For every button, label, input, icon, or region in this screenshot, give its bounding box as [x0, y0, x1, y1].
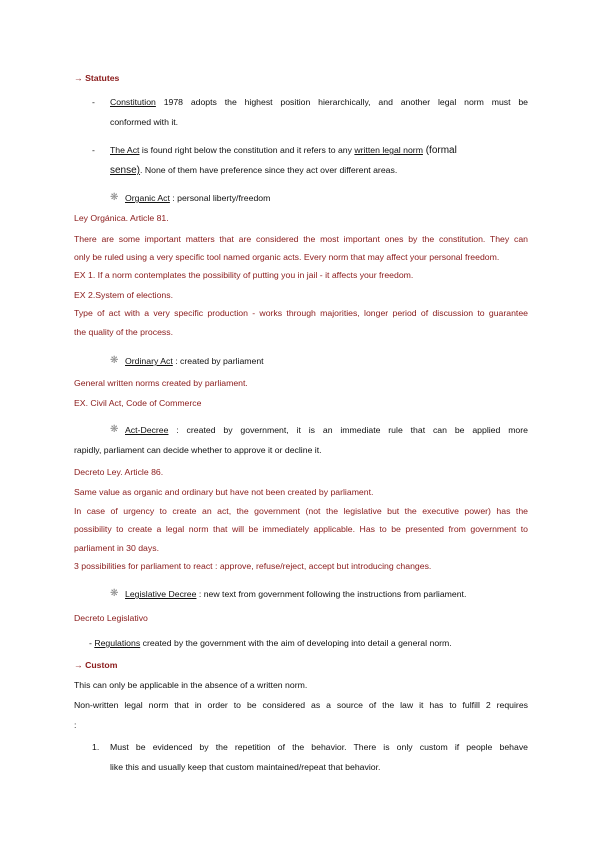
act-decree-note-2: In case of urgency to create an act, the government (not the legislative but the executive power) has the — [74, 506, 528, 516]
the-act-line-2 — [110, 165, 397, 176]
act-decree-note-3: possibility to create a legal norm that will be immediately applicable. Has to be presented from government to — [74, 524, 528, 534]
constitution-dash: - — [92, 97, 95, 107]
formal-word: (formal — [422, 145, 457, 156]
organic-note-4: EX 2.System of elections. — [74, 290, 173, 300]
legislative-decree-rest: : new text from government following the instructions from parliament. — [196, 589, 467, 599]
written-legal-norm-term: written legal norm — [354, 145, 423, 155]
organic-note-1: There are some important matters that are considered the most important ones by the constitution. They can — [74, 234, 528, 244]
regulations-line — [89, 638, 452, 649]
regulations-dash: - — [89, 638, 95, 648]
ordinary-act-term: Ordinary Act — [125, 356, 173, 366]
act-decree-note-4: parliament in 30 days. — [74, 543, 159, 553]
the-act-line-1 — [110, 145, 457, 156]
constitution-line-1 — [110, 97, 528, 108]
organic-act-bullet-icon: ❋ — [110, 192, 119, 203]
ordinary-act-line — [125, 356, 264, 367]
ordinary-act-rest: : created by parliament — [172, 356, 264, 366]
act-decree-note-0: Decreto Ley. Article 86. — [74, 467, 164, 477]
regulations-rest: created by the government with the aim of developing into detail a general norm. — [140, 638, 452, 648]
organic-act-term: Organic Act — [125, 193, 170, 203]
the-act-dash: - — [92, 145, 95, 155]
act-decree-line-2: rapidly, parliament can decide whether to approve it or decline it. — [74, 445, 322, 455]
act-decree-rest: : created by government, it is an immediate rule that can be applied more — [168, 425, 528, 435]
act-decree-note-5: 3 possibilities for parliament to react : approve, refuse/reject, accept but introducing changes. — [74, 561, 432, 571]
custom-line-2: : — [74, 720, 77, 730]
act-decree-term: Act-Decree — [125, 425, 169, 435]
legislative-decree-note: Decreto Legislativo — [74, 613, 148, 623]
organic-act-rest: : personal liberty/freedom — [169, 193, 271, 203]
organic-note-3: EX 1. If a norm contemplates the possibility of putting you in jail - it affects your freedom. — [74, 270, 414, 280]
statutes-heading: → Statutes — [74, 73, 120, 83]
custom-item-1-line-1: Must be evidenced by the repetition of the behavior. There is only custom if people behave — [110, 742, 528, 752]
ordinary-act-bullet-icon: ❋ — [110, 355, 119, 366]
the-act-line-2-rest: . None of them have preference since they act over different areas. — [140, 165, 398, 175]
custom-item-1-line-2: like this and usually keep that custom maintained/repeat that behavior. — [110, 762, 381, 772]
ordinary-note-0: General written norms created by parliament. — [74, 378, 248, 388]
legislative-decree-line — [125, 589, 466, 600]
organic-act-line — [125, 193, 270, 204]
sense-word: sense) — [110, 165, 141, 176]
organic-note-0: Ley Orgánica. Article 81. — [74, 213, 169, 223]
custom-item-1-number: 1. — [92, 742, 100, 752]
act-decree-line-1 — [125, 425, 528, 436]
act-decree-note-1: Same value as organic and ordinary but have not been created by parliament. — [74, 487, 374, 497]
organic-note-6: the quality of the process. — [74, 327, 173, 337]
act-decree-bullet-icon: ❋ — [110, 424, 119, 435]
the-act-mid: is found right below the constitution and it refers to any — [139, 145, 355, 155]
regulations-term: Regulations — [94, 638, 141, 648]
ordinary-note-1: EX. Civil Act, Code of Commerce — [74, 398, 202, 408]
custom-heading: → Custom — [74, 660, 118, 670]
custom-line-1: Non-written legal norm that in order to be considered as a source of the law it has to fulfill 2 requires — [74, 700, 528, 710]
constitution-term: Constitution — [110, 97, 156, 107]
legislative-decree-bullet-icon: ❋ — [110, 588, 119, 599]
organic-note-5: Type of act with a very specific production - works through majorities, longer period of discussion to guarantee — [74, 308, 528, 318]
organic-note-2: only be ruled using a very specific tool named organic acts. Every norm that may affect your personal freedom. — [74, 252, 500, 262]
the-act-term: The Act — [110, 145, 140, 155]
constitution-rest: 1978 adopts the highest position hierarchically, and another legal norm must be — [155, 97, 528, 107]
constitution-line-2: conformed with it. — [110, 117, 179, 127]
legislative-decree-term: Legislative Decree — [125, 589, 197, 599]
custom-line-0: This can only be applicable in the absence of a written norm. — [74, 680, 308, 690]
